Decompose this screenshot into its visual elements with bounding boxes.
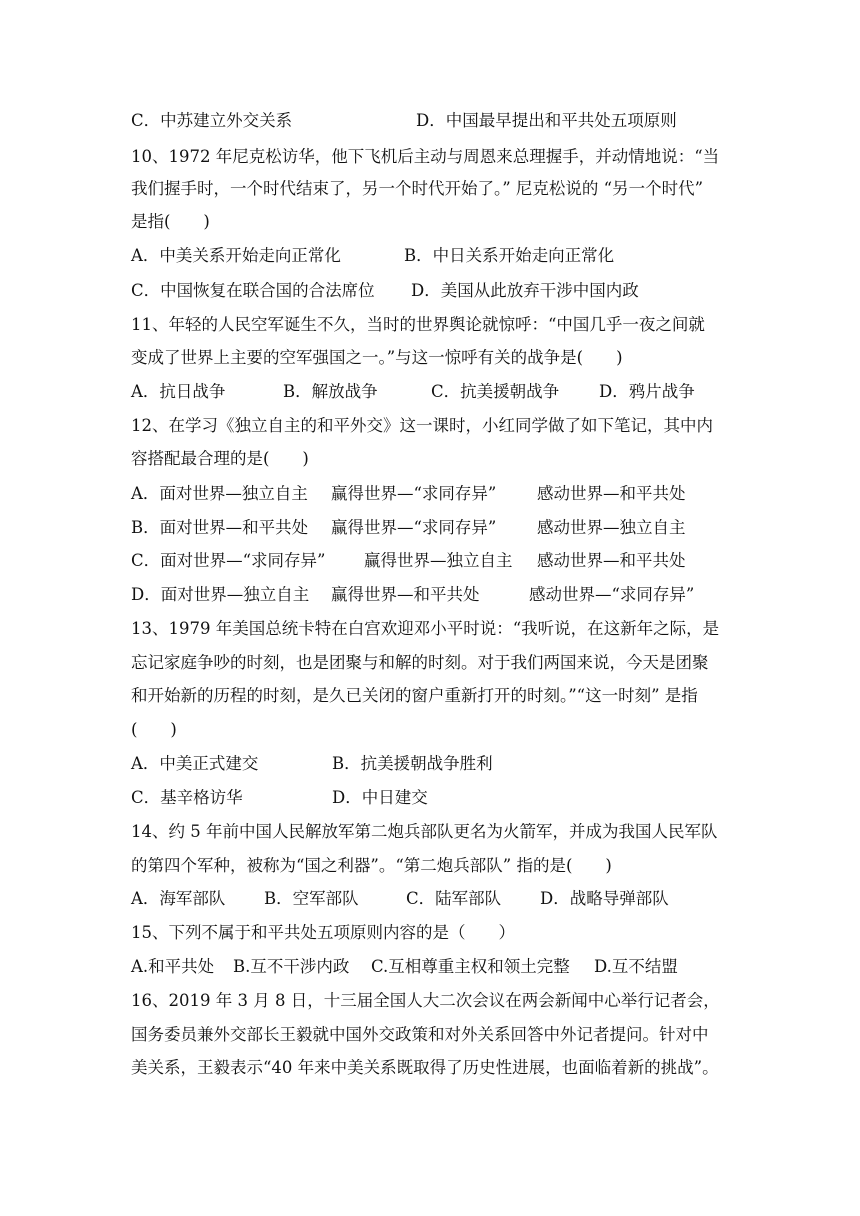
answer-option: B.互不干涉内政 [233, 957, 350, 976]
answer-option: 赢得世界—“求同存异” [331, 518, 497, 537]
answer-option: B．空军部队 [264, 889, 359, 908]
question-text-line: 我们握手时，一个时代结束了，另一个时代开始了。” 尼克松说的 “另一个时代” [131, 179, 704, 198]
answer-option: 赢得世界—和平共处 [331, 585, 480, 604]
answer-option: C．基辛格访华 [131, 788, 243, 807]
answer-option: B．解放战争 [283, 382, 378, 401]
question-text-line: 美关系，王毅表示“40 年来中美关系既取得了历史性进展，也面临着新的挑战”。 [131, 1058, 719, 1077]
answer-option: 感动世界—和平共处 [537, 551, 686, 570]
answer-option: B．抗美援朝战争胜利 [332, 754, 493, 773]
question-text-line: 16、2019 年 3 月 8 日，十三届全国人大二次会议在两会新闻中心举行记者会， [131, 991, 720, 1010]
answer-option: A.和平共处 [131, 957, 215, 976]
answer-option: A．面对世界—独立自主 [131, 484, 308, 503]
answer-option: A．海军部队 [131, 889, 226, 908]
answer-option: D．面对世界—独立自主 [131, 585, 310, 604]
answer-option: D．中日建交 [332, 788, 428, 807]
answer-option: D．中国最早提出和平共处五项原则 [416, 111, 677, 130]
answer-option: A．中美关系开始走向正常化 [131, 246, 341, 265]
answer-option: D．战略导弹部队 [540, 889, 669, 908]
answer-option: C．抗美援朝战争 [431, 382, 560, 401]
answer-option: C.互相尊重主权和领土完整 [371, 957, 570, 976]
answer-option: C．中国恢复在联合国的合法席位 [131, 281, 375, 300]
question-text-line: 忘记家庭争吵的时刻，也是团聚与和解的时刻。对于我们两国来说，今天是团聚 [131, 653, 709, 672]
question-text-line: 13、1979 年美国总统卡特在白宫欢迎邓小平时说：“我听说，在这新年之际，是 [131, 619, 720, 638]
question-text-line: 的第四个军种，被称为“国之利器”。“第二炮兵部队” 指的是( ) [131, 856, 612, 875]
answer-option: C．面对世界—“求同存异” [131, 551, 326, 570]
answer-option: A．中美正式建交 [131, 754, 259, 773]
question-text-line: 和开始新的历程的时刻，是久已关闭的窗户重新打开的时刻。”“这一时刻” 是指 [131, 686, 698, 705]
answer-option: B．中日关系开始走向正常化 [404, 246, 615, 265]
question-text-line: 国务委员兼外交部长王毅就中国外交政策和对外关系回答中外记者提问。针对中 [131, 1025, 709, 1044]
question-text-line: 变成了世界上主要的空军强国之一。”与这一惊呼有关的战争是( ) [131, 348, 623, 367]
question-text-line: 14、约 5 年前中国人民解放军第二炮兵部队更名为火箭军，并成为我国人民军队 [131, 822, 718, 841]
answer-option: D．美国从此放弃干涉中国内政 [411, 281, 639, 300]
question-text-line: ( ) [131, 720, 177, 739]
question-text-line: 12、在学习《独立自主的和平外交》这一课时，小红同学做了如下笔记，其中内 [131, 416, 713, 435]
question-text-line: 容搭配最合理的是( ) [131, 449, 309, 468]
answer-option: C．中苏建立外交关系 [131, 111, 293, 130]
answer-option: A．抗日战争 [131, 382, 226, 401]
question-text-line: 10、1972 年尼克松访华，他下飞机后主动与周恩来总理握手，并动情地说：“当 [131, 147, 720, 166]
question-text-line: 15、下列不属于和平共处五项原则内容的是（ ） [131, 923, 515, 942]
question-text-line: 11、年轻的人民空军诞生不久，当时的世界舆论就惊呼：“中国几乎一夜之间就 [131, 315, 705, 334]
answer-option: 感动世界—“求同存异” [529, 585, 695, 604]
answer-option: 感动世界—和平共处 [537, 484, 686, 503]
answer-option: 感动世界—独立自主 [537, 518, 686, 537]
answer-option: B．面对世界—和平共处 [131, 518, 309, 537]
answer-option: 赢得世界—独立自主 [364, 551, 513, 570]
answer-option: D.互不结盟 [594, 957, 678, 976]
answer-option: D．鸦片战争 [599, 382, 695, 401]
question-text-line: 是指( ) [131, 212, 210, 231]
answer-option: C．陆军部队 [406, 889, 502, 908]
answer-option: 赢得世界—“求同存异” [331, 484, 497, 503]
